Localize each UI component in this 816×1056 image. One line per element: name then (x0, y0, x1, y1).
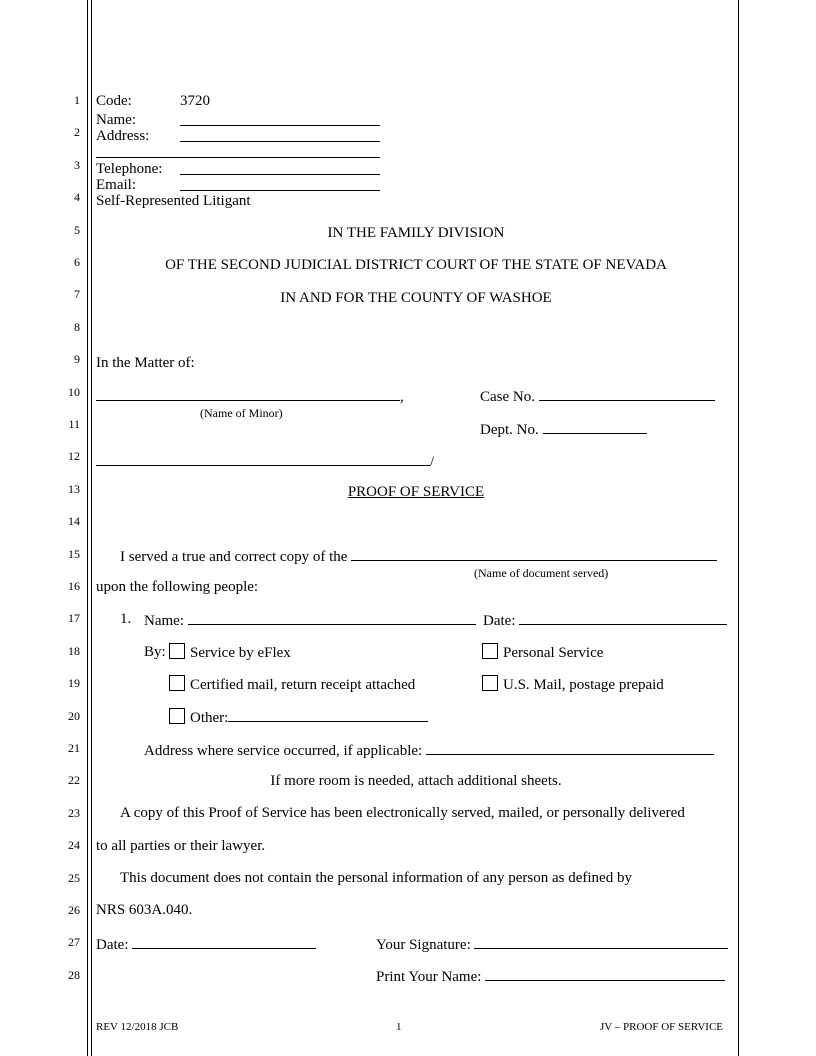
eflex-label: Service by eFlex (190, 645, 291, 661)
print-name-label: Print Your Name: (376, 969, 482, 985)
option-personal (482, 643, 603, 662)
service-address-label: Address where service occurred, if applicable: (144, 743, 423, 759)
line-number: 17 (68, 611, 80, 626)
name-label: Name: (96, 112, 136, 128)
option-usmail (482, 675, 664, 694)
caption-close-line[interactable] (96, 451, 434, 471)
personal-info-line-1: This document does not contain the personal information of any person as defined by (120, 870, 632, 886)
personal-info-line-2: NRS 603A.040. (96, 902, 193, 918)
eflex-checkbox[interactable] (169, 643, 185, 659)
served-statement (120, 546, 717, 566)
line-number: 10 (68, 384, 80, 399)
upon-text: upon the following people: (96, 579, 259, 595)
line-number: 8 (74, 319, 80, 334)
signature-date-label: Date: (96, 937, 129, 953)
other-checkbox[interactable] (169, 708, 185, 724)
document-served-caption: (Name of document served) (474, 566, 609, 580)
footer-form-title: JV – PROOF OF SERVICE (600, 1021, 724, 1033)
option-eflex (169, 643, 291, 662)
line-number: 4 (74, 190, 80, 205)
served-text: I served a true and correct copy of the (120, 549, 348, 565)
self-represented-litigant: Self-Represented Litigant (96, 193, 251, 209)
service-address (144, 740, 714, 760)
line-number: 11 (68, 417, 80, 431)
case-number (480, 386, 715, 406)
court-line-1: IN THE FAMILY DIVISION (327, 225, 505, 241)
us-mail-checkbox[interactable] (482, 675, 498, 691)
caption-slash: / (430, 454, 435, 470)
print-name-field[interactable] (485, 966, 725, 981)
served-date-label: Date: (483, 613, 516, 629)
signature-date (96, 934, 316, 954)
line-number: 3 (74, 157, 80, 172)
line-number: 15 (68, 546, 80, 561)
line-number: 22 (68, 773, 80, 788)
case-number-field[interactable] (539, 386, 715, 401)
line-number: 1 (74, 93, 80, 107)
court-line-3: IN AND FOR THE COUNTY OF WASHOE (280, 290, 552, 306)
print-name (376, 966, 725, 986)
your-signature-label: Your Signature: (376, 937, 471, 953)
copy-statement-line-2: to all parties or their lawyer. (96, 838, 266, 854)
other-label: Other: (190, 710, 229, 726)
served-date-field[interactable] (519, 610, 727, 625)
dept-number (480, 419, 647, 439)
minor-name-field[interactable] (96, 386, 404, 406)
certified-mail-label: Certified mail, return receipt attached (190, 677, 416, 693)
line-number: 16 (68, 579, 80, 593)
option-certified (169, 675, 415, 694)
line-number: 27 (68, 935, 80, 950)
matter-label: In the Matter of: (96, 355, 195, 371)
item-number: 1. (120, 611, 132, 627)
by-label: By: (144, 644, 166, 660)
line-number: 5 (74, 222, 80, 237)
us-mail-label: U.S. Mail, postage prepaid (503, 677, 664, 693)
telephone-label: Telephone: (96, 161, 163, 177)
line-number: 24 (68, 838, 80, 853)
email-label: Email: (96, 177, 136, 193)
code-label: Code: (96, 93, 132, 109)
document-title-text: PROOF OF SERVICE (347, 484, 485, 500)
document-title (96, 483, 736, 501)
line-number: 26 (68, 903, 80, 917)
line-number: 18 (68, 643, 80, 658)
line-number: 12 (68, 449, 80, 464)
minor-name-caption: (Name of Minor) (200, 406, 283, 420)
served-name-label: Name: (144, 613, 184, 629)
more-room-note: If more room is needed, attach additional sheets. (270, 773, 562, 789)
line-number: 2 (74, 125, 80, 140)
line-number: 6 (74, 255, 80, 269)
your-signature (376, 934, 728, 954)
other-field[interactable] (228, 707, 428, 722)
served-date (483, 610, 727, 630)
margin-rule-right (738, 0, 739, 1056)
line-number: 14 (68, 514, 80, 529)
court-line-2: OF THE SECOND JUDICIAL DISTRICT COURT OF THE STATE OF NEVADA (165, 257, 667, 273)
footer-page-number: 1 (396, 1021, 402, 1033)
line-number: 21 (68, 741, 80, 755)
signature-date-field[interactable] (132, 934, 316, 949)
minor-comma: , (400, 389, 404, 405)
copy-statement-line-1: A copy of this Proof of Service has been electronically served, mailed, or personally delivered (120, 805, 685, 821)
option-other (169, 707, 428, 727)
your-signature-field[interactable] (474, 934, 728, 949)
footer-revision: REV 12/2018 JCB (96, 1021, 179, 1033)
case-number-label: Case No. (480, 389, 535, 405)
margin-rule-left-1 (87, 0, 88, 1056)
personal-service-label: Personal Service (503, 645, 604, 661)
service-address-field[interactable] (426, 740, 714, 755)
line-number: 13 (68, 481, 80, 496)
line-number: 7 (74, 287, 80, 302)
address-label: Address: (96, 128, 150, 144)
personal-service-checkbox[interactable] (482, 643, 498, 659)
line-number: 25 (68, 870, 80, 885)
served-name-field[interactable] (188, 610, 476, 625)
dept-number-field[interactable] (543, 419, 647, 434)
certified-mail-checkbox[interactable] (169, 675, 185, 691)
line-number: 23 (68, 805, 80, 820)
served-person-name (144, 610, 476, 630)
code-value: 3720 (180, 93, 210, 109)
document-served-field[interactable] (351, 546, 717, 561)
line-number: 9 (74, 352, 80, 367)
line-number: 20 (68, 708, 80, 723)
margin-rule-left-2 (91, 0, 92, 1056)
line-number: 28 (68, 967, 80, 982)
line-number: 19 (68, 676, 80, 691)
dept-number-label: Dept. No. (480, 422, 539, 438)
